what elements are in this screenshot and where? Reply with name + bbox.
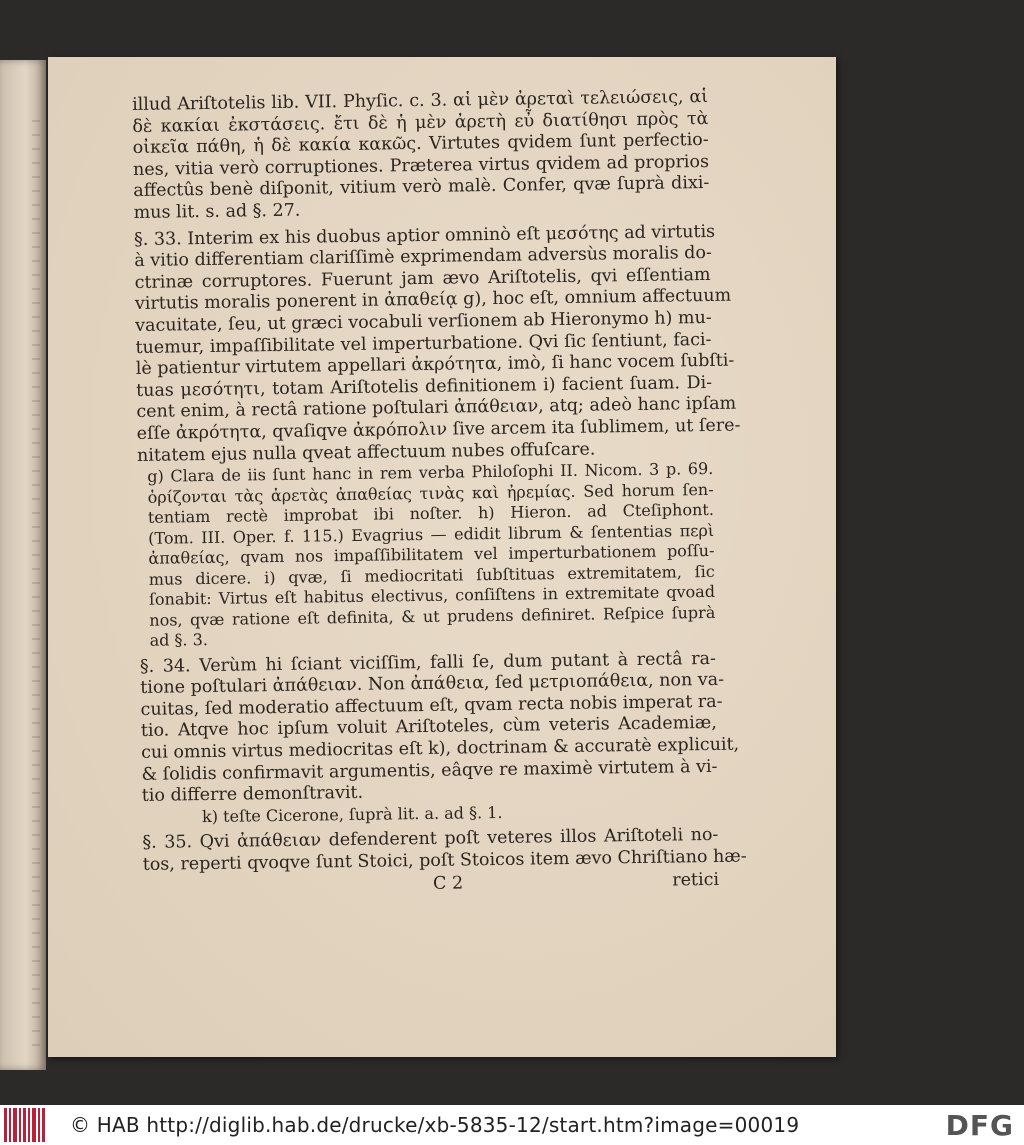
paragraph-35 <box>142 825 747 876</box>
text-line: nes, vitia verò corruptiones. Præterea virtus qvidem ad proprios <box>132 151 710 180</box>
text-line: tio differre demonſtravit. <box>141 782 364 807</box>
footnote-line: tentiam rectè improbat ibi noſter. h) Hieron. ad Cteſiphont. <box>147 500 714 527</box>
footnotes-g-h-i <box>137 459 716 652</box>
text-line: tio. Atqve hoc ipſum voluit Ariſtoteles, cùm veteris Academiæ, <box>140 713 717 742</box>
text-line: nitatem ejus nulla qveat affectuum nubes offuſcare. <box>136 439 596 466</box>
footnote-line: ad §. 3. <box>149 630 209 650</box>
text-line: §. 35. Qvi ἀπάθειαν defenderent poſt veteres illos Ariſtoteli no- <box>142 825 719 854</box>
paragraph-continuation <box>132 87 710 225</box>
text-line: affectûs benè diſponit, vitium verò malè. Confer, qvæ ſuprà dixi- <box>133 173 710 202</box>
signature-mark: C 2 <box>432 873 464 895</box>
text-line: vacuitate, ſeu, ut græci vocabuli verſionem ab Hieronymo h) mu- <box>135 307 712 336</box>
footnote-line: ὁρίζονται τὰς ἀρετὰς ἀπαθείας τινὰς καὶ ἠρεμίας. Sed horum ſen- <box>147 479 714 507</box>
text-line: eſſe ἀκρότητα, qvaſiqve ἀκρόπολιν ſive arcem ita ſublimem, ut ſere- <box>136 415 741 444</box>
book-page <box>48 57 836 1057</box>
page-text <box>132 86 747 900</box>
text-line: οἰκεῖα πάθη, ἡ δὲ κακία κακῶς. Virtutes qvidem ſunt perfectio- <box>132 130 709 159</box>
previous-page-edge <box>0 60 46 1070</box>
paragraph-33 <box>133 221 741 468</box>
text-line: tione poſtulari ἀπάθειαν. Non ἀπάθεια, ſed μετριοπάθεια, non va- <box>140 669 725 699</box>
footnote-line: g) Clara de iis ſunt hanc in rem verba Philoſophi II. Nicom. 3 p. 69. <box>147 459 714 486</box>
text-line: §. 33. Interim ex his duobus aptior omninò eſt μεσότης ad virtutis <box>133 221 716 250</box>
text-line: mus lit. s. ad §. 27. <box>133 200 301 223</box>
text-line: lè patientur virtutem appellari ἀκρότητα, imò, ſi hanc vocem ſubſti- <box>135 350 735 380</box>
hab-barcode-icon <box>4 1108 50 1142</box>
text-line: cuitas, ſed moderatio affectuum eſt, qvam recta nobis imperat ra- <box>140 691 723 720</box>
footnote-line: k) teſte Cicerone, ſuprà lit. a. ad §. 1. <box>201 802 503 826</box>
text-line: à vitio differentiam clariſſimè exprimendam adversùs moralis do- <box>134 243 713 272</box>
text-line: §. 34. Verùm hi ſciant viciſſim, falli ſe, dum putant à rectâ ra- <box>139 648 717 677</box>
paragraph-34 <box>139 648 740 807</box>
text-line: virtutis moralis ponerent in ἀπαθείᾳ g), hoc eſt, omnium affectuum <box>134 285 732 315</box>
catchword: retici <box>672 870 720 891</box>
footer-bar <box>0 1105 1024 1145</box>
text-line: cent enim, à rectâ ratione poſtulari ἀπάθειαν, atq; adeò hanc ipſam <box>136 393 737 423</box>
text-line: ctrinæ corruptores. Fuerunt jam ævo Ariſtotelis, qvi eſſentiam <box>134 264 711 293</box>
text-line: tos, reperti qvoqve ſunt Stoici, poſt Stoicos item ævo Chriſtiano hæ- <box>142 846 747 875</box>
footnote-line: ἀπαθείας, qvam nos impaſſibilitatem vel imperturbationem poſſu- <box>148 541 715 568</box>
footnote-line: ſonabit: Virtus eſt habitus electivus, conſiſtens in extremitate qvoad <box>148 582 716 609</box>
footnote-line: nos, qvæ ratione eſt definita, & ut prudens definiret. Reſpice ſuprà <box>149 602 716 630</box>
text-line: tuemur, impaſſibilitate vel imperturbatione. Qvi ſic ſentiunt, faci- <box>135 329 712 358</box>
dfg-logo: DFG <box>945 1109 1014 1142</box>
copyright-url[interactable]: © HAB http://diglib.hab.de/drucke/xb-5835-12/start.htm?image=00019 <box>70 1113 800 1137</box>
footnote-line: mus dicere. i) qvæ, ſi mediocritati ſubſtituas extremitatem, ſic <box>148 561 715 589</box>
footnote-line: (Tom. III. Oper. f. 115.) Evagrius — edidit librum & ſententias περὶ <box>148 520 715 548</box>
text-line: cui omnis virtus mediocritas eſt k), doctrinam & accuratè explicuit, <box>141 734 740 763</box>
text-line: & ſolidis confirmavit argumentis, eâqve re maximè virtutem à vi- <box>141 756 718 785</box>
text-line: tuas μεσότητι, totam Ariſtotelis definitionem i) facient ſuam. Di- <box>135 372 713 401</box>
text-line: illud Ariſtotelis lib. VII. Phyſic. c. 3. αἱ μὲν ἀρεταὶ τελειώσεις, αἱ <box>132 86 709 115</box>
text-line: δὲ κακίαι ἐκστάσεις. ἔτι δὲ ἡ μὲν ἀρετὴ εὖ διατίθησι πρὸς τὰ <box>132 108 709 137</box>
